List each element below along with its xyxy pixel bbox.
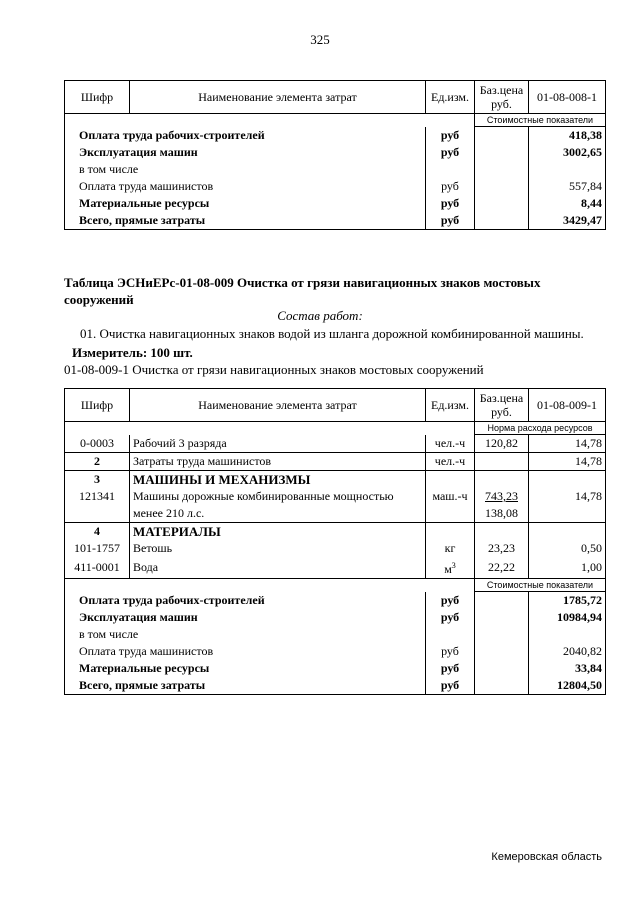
header-code: Шифр bbox=[65, 81, 130, 114]
cost-name: Эксплуатация машин bbox=[65, 144, 426, 161]
cost-value: 12804,50 bbox=[529, 677, 606, 695]
row-price: 22,22 bbox=[475, 557, 529, 579]
cost-row bbox=[65, 643, 606, 660]
cost-value: 3429,47 bbox=[529, 212, 606, 230]
table-title: Таблица ЭСНиЕРс-01-08-009 Очистка от грязи навигационных знаков мостовых сооружений bbox=[64, 275, 541, 307]
header-price: Баз.цена руб. bbox=[475, 389, 529, 422]
cost-value: 418,38 bbox=[529, 127, 606, 145]
cost-value: 1785,72 bbox=[529, 592, 606, 610]
cost-unit: руб bbox=[426, 178, 475, 195]
work-item: 01. Очистка навигационных знаков водой из шланга дорожной комбинированной машины. bbox=[80, 326, 584, 341]
row-unit: чел.-ч bbox=[426, 435, 475, 453]
cost-name: Всего, прямые затраты bbox=[65, 212, 426, 230]
cost-name: Материальные ресурсы bbox=[65, 660, 426, 677]
row-unit: кг bbox=[426, 540, 475, 557]
header-price: Баз.цена руб. bbox=[475, 81, 529, 114]
row-price bbox=[475, 453, 529, 471]
cost-unit: руб bbox=[426, 195, 475, 212]
row-code: 4 bbox=[65, 523, 130, 541]
row-name: Затраты труда машинистов bbox=[130, 453, 426, 471]
row-value: 1,00 bbox=[529, 557, 606, 579]
section-label: Стоимостные показатели bbox=[475, 114, 606, 127]
table-row bbox=[65, 453, 606, 471]
cost-value: 2040,82 bbox=[529, 643, 606, 660]
section-heading: МАТЕРИАЛЫ bbox=[130, 523, 426, 541]
row-name: Вода bbox=[130, 557, 426, 579]
cost-name: Оплата труда рабочих-строителей bbox=[65, 592, 426, 610]
row-value: 14,78 bbox=[529, 488, 606, 523]
row-code: 411-0001 bbox=[65, 557, 130, 579]
cost-unit: руб bbox=[426, 592, 475, 610]
cost-name: в том числе bbox=[65, 626, 426, 643]
header-name: Наименование элемента затрат bbox=[130, 81, 426, 114]
section-label: Стоимостные показатели bbox=[475, 579, 606, 592]
work-heading: Состав работ: bbox=[277, 308, 363, 323]
cost-value: 8,44 bbox=[529, 195, 606, 212]
cost-value: 33,84 bbox=[529, 660, 606, 677]
cost-row bbox=[65, 178, 606, 195]
table-row bbox=[65, 435, 606, 453]
cost-row bbox=[65, 677, 606, 695]
cost-name: Всего, прямые затраты bbox=[65, 677, 426, 695]
cost-name: в том числе bbox=[65, 161, 426, 178]
cost-unit: руб bbox=[426, 127, 475, 145]
cost-unit: руб bbox=[426, 212, 475, 230]
table-row bbox=[65, 471, 606, 489]
cost-name: Оплата труда машинистов bbox=[65, 643, 426, 660]
cost-value bbox=[529, 161, 606, 178]
cost-unit: руб bbox=[426, 609, 475, 626]
header-id: 01-08-008-1 bbox=[529, 81, 606, 114]
row-unit: маш.-ч bbox=[426, 488, 475, 523]
cost-unit: руб bbox=[426, 643, 475, 660]
header-id: 01-08-009-1 bbox=[529, 389, 606, 422]
row-price: 743,23 138,08 bbox=[475, 488, 529, 523]
meter: Измеритель: 100 шт. bbox=[72, 345, 193, 360]
cost-value bbox=[529, 626, 606, 643]
section-heading: МАШИНЫ И МЕХАНИЗМЫ bbox=[130, 471, 426, 489]
table-header-row bbox=[65, 389, 606, 422]
page-number: 325 bbox=[310, 32, 330, 47]
table-row bbox=[65, 523, 606, 541]
code-line: 01-08-009-1 Очистка от грязи навигационных знаков мостовых сооружений bbox=[64, 362, 484, 377]
row-code: 2 bbox=[65, 453, 130, 471]
cost-unit: руб bbox=[426, 144, 475, 161]
header-name: Наименование элемента затрат bbox=[130, 389, 426, 422]
row-value: 0,50 bbox=[529, 540, 606, 557]
norm-label: Норма расхода ресурсов bbox=[475, 422, 606, 435]
cost-unit bbox=[426, 626, 475, 643]
cost-row bbox=[65, 161, 606, 178]
row-price: 120,82 bbox=[475, 435, 529, 453]
row-code: 0-0003 bbox=[65, 435, 130, 453]
cost-row bbox=[65, 626, 606, 643]
cost-row bbox=[65, 144, 606, 161]
row-unit: $м^3$ bbox=[426, 557, 475, 579]
cost-name: Оплата труда машинистов bbox=[65, 178, 426, 195]
cost-value: 10984,94 bbox=[529, 609, 606, 626]
table-header-row bbox=[65, 81, 606, 114]
footer-region: Кемеровская область bbox=[491, 851, 602, 863]
header-unit: Ед.изм. bbox=[426, 81, 475, 114]
cost-table-01-08-008-1 bbox=[64, 80, 606, 230]
row-name: Машины дорожные комбинированные мощностью менее 210 л.с. bbox=[130, 488, 426, 523]
cost-row bbox=[65, 609, 606, 626]
row-value: 14,78 bbox=[529, 435, 606, 453]
cost-unit bbox=[426, 161, 475, 178]
table-row bbox=[65, 557, 606, 579]
cost-unit: руб bbox=[426, 677, 475, 695]
cost-unit: руб bbox=[426, 660, 475, 677]
cost-row bbox=[65, 127, 606, 145]
cost-value: 3002,65 bbox=[529, 144, 606, 161]
cost-row bbox=[65, 592, 606, 610]
cost-row bbox=[65, 660, 606, 677]
cost-row bbox=[65, 212, 606, 230]
header-code: Шифр bbox=[65, 389, 130, 422]
cost-value: 557,84 bbox=[529, 178, 606, 195]
row-name: Ветошь bbox=[130, 540, 426, 557]
row-unit: чел.-ч bbox=[426, 453, 475, 471]
row-name: Рабочий 3 разряда bbox=[130, 435, 426, 453]
row-code: 3 bbox=[65, 471, 130, 489]
row-code: 101-1757 bbox=[65, 540, 130, 557]
cost-name: Оплата труда рабочих-строителей bbox=[65, 127, 426, 145]
cost-name: Материальные ресурсы bbox=[65, 195, 426, 212]
header-unit: Ед.изм. bbox=[426, 389, 475, 422]
row-code: 121341 bbox=[65, 488, 130, 523]
table-row bbox=[65, 540, 606, 557]
cost-row bbox=[65, 195, 606, 212]
row-price: 23,23 bbox=[475, 540, 529, 557]
row-value: 14,78 bbox=[529, 453, 606, 471]
cost-table-01-08-009-1 bbox=[64, 388, 606, 695]
table-row bbox=[65, 488, 606, 523]
cost-name: Эксплуатация машин bbox=[65, 609, 426, 626]
